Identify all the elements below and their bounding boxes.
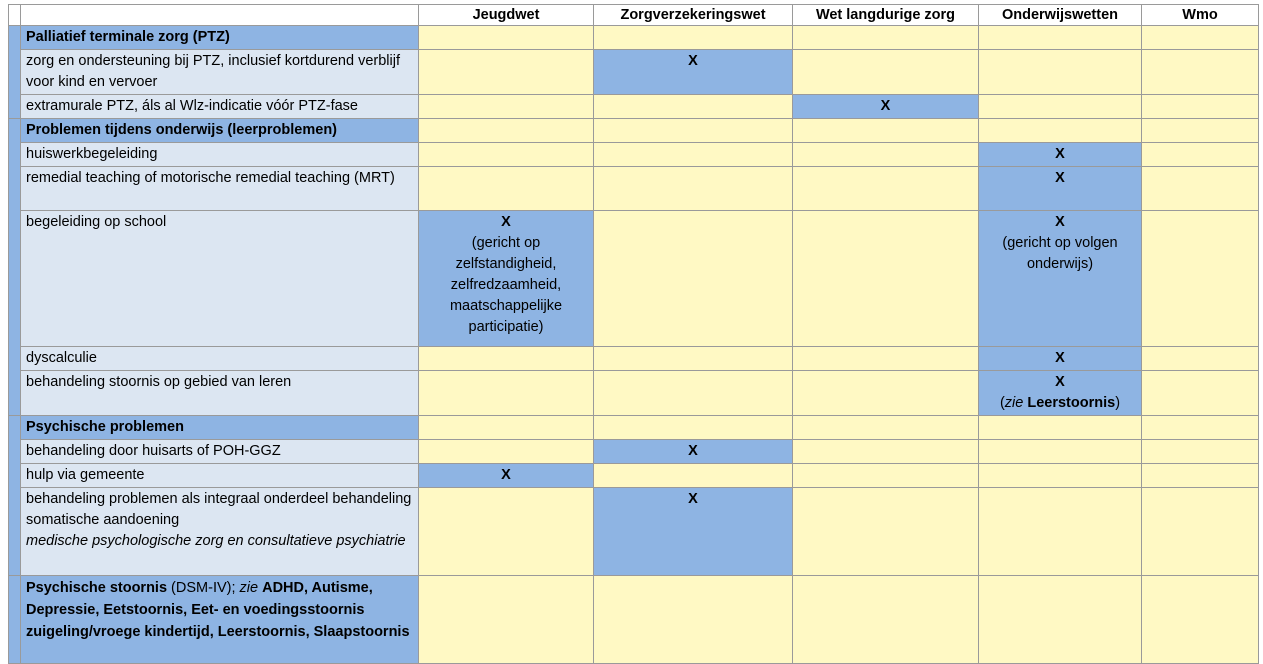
mark-cell — [594, 440, 793, 464]
mark-cell — [594, 50, 793, 95]
section-header-row — [9, 119, 1259, 143]
table-row — [9, 167, 1259, 211]
dsm-code: (DSM-IV); — [167, 580, 240, 596]
row-label — [21, 488, 419, 576]
mark-x: X — [1055, 374, 1065, 390]
dsm-links[interactable]: ADHD, Autisme, Depressie, Eetstoornis, Eet- en voedingsstoornis zuigeling/vroege kindertijd, Leerstoornis, Slaapstoornis — [26, 580, 410, 640]
row-label: remedial teaching of motorische remedial teaching (MRT) — [21, 167, 419, 211]
section-stub — [9, 26, 21, 119]
mark-note: (gericht op volgen onderwijs) — [1002, 235, 1118, 272]
section-title: Palliatief terminale zorg (PTZ) — [21, 26, 419, 50]
row-label: huiswerkbegeleiding — [21, 143, 419, 167]
col-header-zorgverzekeringswet: Zorgverzekeringswet — [594, 5, 793, 26]
mark-x: X — [501, 467, 511, 483]
col-header-wmo: Wmo — [1142, 5, 1259, 26]
mark-cell — [979, 211, 1142, 347]
mark-cell — [979, 167, 1142, 211]
mark-x: X — [688, 491, 698, 507]
col-header-wlz: Wet langdurige zorg — [793, 5, 979, 26]
col-header-jeugdwet: Jeugdwet — [419, 5, 594, 26]
table-row — [9, 211, 1259, 347]
table-row — [9, 143, 1259, 167]
table-row — [9, 347, 1259, 371]
row-label-italic: medische psychologische zorg en consultatieve psychiatrie — [26, 533, 406, 549]
row-label: behandeling stoornis op gebied van leren — [21, 371, 419, 416]
section-header-row — [9, 26, 1259, 50]
mark-x: X — [1055, 170, 1065, 186]
mark-cell: X (zie Leerstoornis) — [979, 371, 1142, 416]
corner-stub — [9, 5, 21, 26]
leerstoornis-link[interactable]: Leerstoornis — [1027, 395, 1116, 411]
table-row — [9, 440, 1259, 464]
dsm-title: Psychische stoornis — [26, 580, 168, 596]
dsm-row — [9, 576, 1259, 664]
row-label: behandeling door huisarts of POH-GGZ — [21, 440, 419, 464]
dsm-label — [21, 576, 419, 664]
table-row — [9, 488, 1259, 576]
mark-cell — [793, 95, 979, 119]
zie-text: zie — [239, 580, 259, 596]
mark-x: X — [688, 53, 698, 69]
mark-cell — [419, 464, 594, 488]
section-header-row — [9, 416, 1259, 440]
mark-x: X — [1055, 214, 1065, 230]
mark-cell — [419, 211, 594, 347]
zie-text: zie — [1004, 395, 1024, 411]
mark-x: X — [501, 214, 511, 230]
row-label: zorg en ondersteuning bij PTZ, inclusief kortdurend verblijf voor kind en vervoer — [21, 50, 419, 95]
mark-note: (gericht op zelfstandigheid, zelfredzaamheid, maatschappelijke participatie) — [449, 235, 563, 335]
mark-cell — [979, 347, 1142, 371]
mark-x: X — [1055, 146, 1065, 162]
mark-x: X — [1055, 350, 1065, 366]
row-label-main: behandeling problemen als integraal onderdeel behandeling somatische aandoening — [26, 491, 412, 528]
row-label: begeleiding op school — [21, 211, 419, 347]
header-row — [9, 5, 1259, 26]
row-label: extramurale PTZ, áls al Wlz-indicatie vóór PTZ-fase — [21, 95, 419, 119]
mark-x: X — [880, 98, 891, 114]
table-row — [9, 50, 1259, 95]
table-row — [9, 464, 1259, 488]
section-stub — [9, 576, 21, 664]
zorg-wetgeving-tabel — [8, 4, 1259, 664]
mark-cell — [594, 488, 793, 576]
col-header-onderwijswetten: Onderwijswetten — [979, 5, 1142, 26]
corner-cell — [21, 5, 419, 26]
row-label: hulp via gemeente — [21, 464, 419, 488]
mark-x: X — [688, 443, 698, 459]
table-row — [9, 371, 1259, 416]
table-row — [9, 95, 1259, 119]
section-stub — [9, 119, 21, 416]
section-stub — [9, 416, 21, 576]
mark-cell — [979, 143, 1142, 167]
section-title: Problemen tijdens onderwijs (leerproblemen) — [21, 119, 419, 143]
section-title: Psychische problemen — [21, 416, 419, 440]
row-label: dyscalculie — [21, 347, 419, 371]
